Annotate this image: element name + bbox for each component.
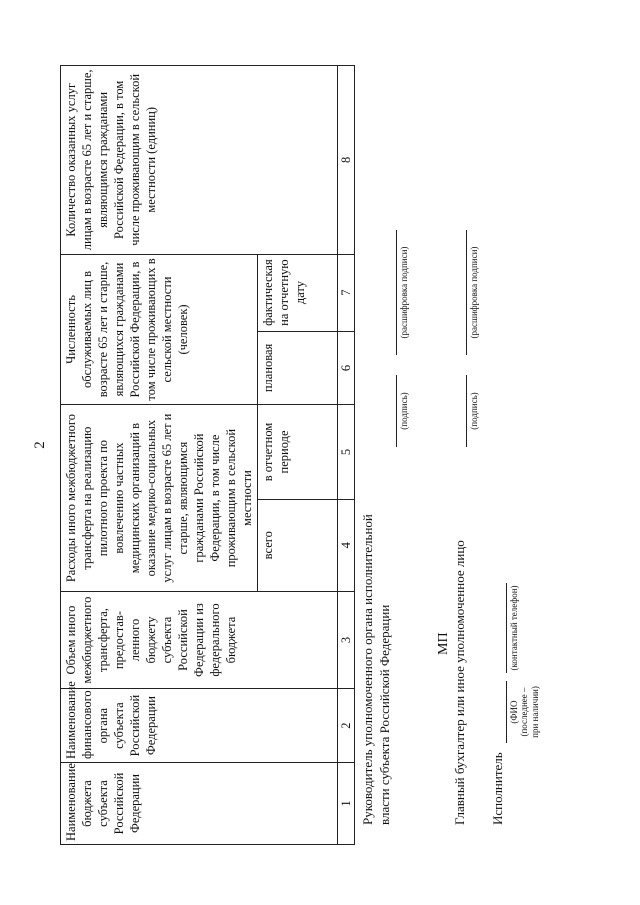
accountant-signature-line [466,375,467,447]
column-number: 8 [338,66,355,255]
column-number: 5 [338,405,355,499]
header-finance-body: Наименование финансового органа субъекта Российской Федерации [61,689,338,763]
report-table [60,65,355,845]
head-signature-line [396,375,397,447]
page-number: 2 [32,441,48,449]
stamp-place: МП [436,632,451,655]
column-number: 6 [338,331,355,405]
accountant-decode-hint: (расшифровка подписи) [469,246,479,339]
head-decode-line [396,230,397,355]
header-transfer-volume: Объем иного межбюджетного трансферта, предоставленного бюджету субъекта Российской Федерации из федерального бюджета [61,591,338,688]
header-planned: плановая [258,331,338,405]
executor-fio-line [506,681,507,743]
column-number: 2 [338,689,355,763]
executor-phone-hint: (контактный телефон) [509,585,519,671]
column-number: 7 [338,254,355,331]
header-transfer-expenses: Расходы иного межбюджетного трансферта на реализацию пилотного проекта по вовлечению частных медицинских организаций в оказание медико-социальных услуг лицам в возрасте 65 лет и старше, являющимся гражданами Российской Федерации, в том числе проживающим в сельской местности [61,405,258,592]
header-total: всего [258,499,338,591]
header-reporting-period: в отчетном периоде [258,405,338,499]
head-of-authority-label: Руководитель уполномоченного органа исполнительной власти субъекта Российской Федерации [360,514,392,825]
head-decode-hint: (расшифровка подписи) [399,246,409,339]
rotated-form-content [30,55,600,855]
accountant-decode-line [466,230,467,355]
chief-accountant-label: Главный бухгалтер или иное уполномоченное лицо [452,540,467,825]
executor-phone-line [506,583,507,673]
executor-label: Исполнитель [490,752,505,825]
executor-fio-hint: (ФИО (последнее – при наличии) [509,686,540,738]
head-signature-hint: (подпись) [399,392,409,430]
column-number: 4 [338,499,355,591]
header-served-persons: Численность обслуживаемых лиц в возрасте 65 лет и старше, являющихся гражданами Российской Федерации, в том числе проживающих в сельской местности (человек) [61,254,258,405]
accountant-signature-hint: (подпись) [469,392,479,430]
header-budget-name: Наименование бюджета субъекта Российской Федерации [61,763,338,845]
header-services-count: Количество оказанных услуг лицам в возрасте 65 лет и старше, являющимся гражданами Российской Федерации, в том числе проживающим в сельской местности (единиц) [61,66,338,255]
header-actual: фактическая на отчетную дату [258,254,338,331]
column-number: 3 [338,591,355,688]
column-number: 1 [338,763,355,845]
